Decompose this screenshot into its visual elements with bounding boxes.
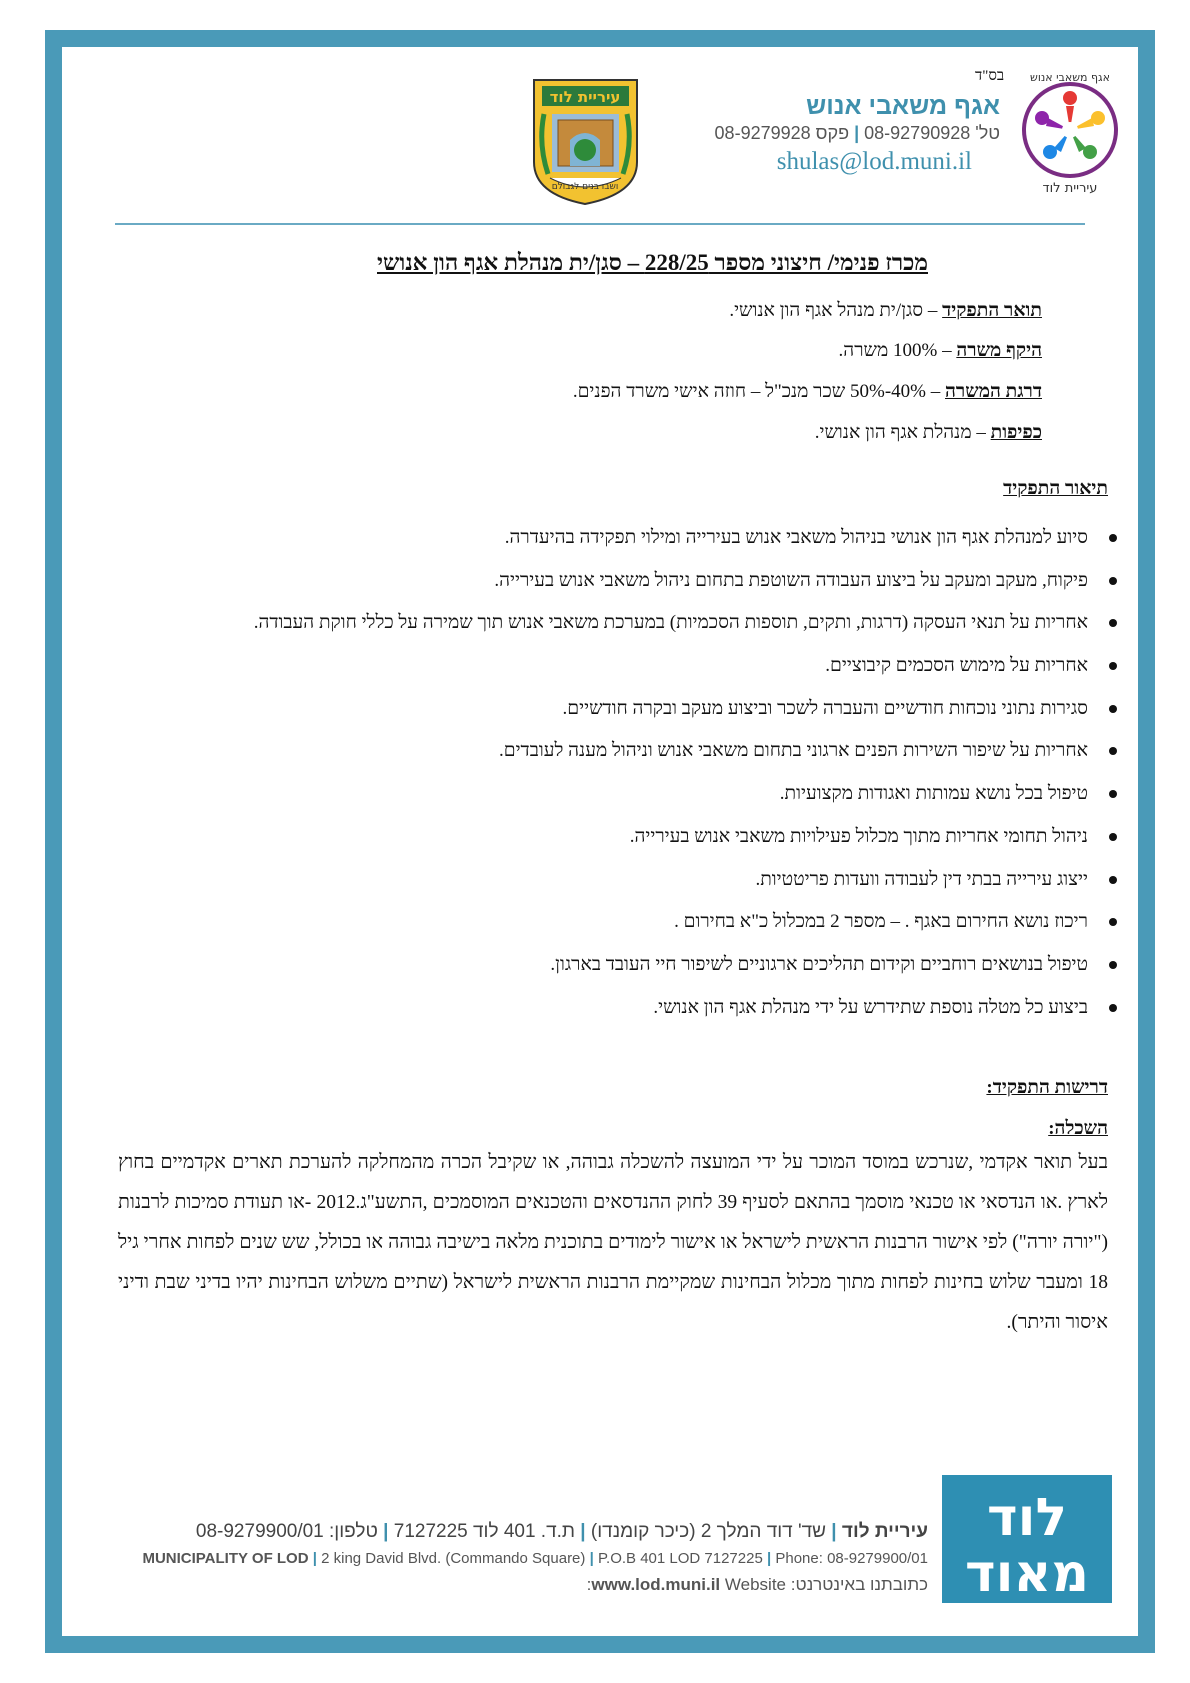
bullet-icon [1109, 1004, 1117, 1012]
list-item: אחריות על תנאי העסקה (דרגות, ותקים, תוספות הסכמיות) במערכת משאבי אנוש תוך שמירה על כללי חוקת העבודה. [120, 610, 1120, 653]
bullet-icon [1109, 705, 1117, 713]
bullet-icon [1109, 619, 1117, 627]
phone-number: 08-92790928 [864, 123, 971, 143]
list-item: סגירות נתוני נוכחות חודשיים והעברה לשכר וביצוע מעקב ובקרה חודשיים. [120, 696, 1120, 739]
phone-label: טל' [975, 123, 1000, 143]
education-heading: השכלה: [1048, 1118, 1108, 1139]
footer-hebrew-line: עיריית לוד | שד' דוד המלך 2 (כיכר קומנדו) | ת.ד. 401 לוד 7127225 | טלפון: 08-9279900/01 [195, 1521, 928, 1542]
list-item: סיוע למנהלת אגף הון אנושי בניהול משאבי אנוש בעירייה ומילוי תפקידה בהיעדרה. [120, 525, 1120, 568]
footer-website-line [587, 1575, 928, 1595]
contact-line [715, 123, 1000, 144]
footer-website-label: כתובתנו באינטרנט: [790, 1575, 928, 1594]
dept-logo-bottom-text: עיריית לוד [1042, 181, 1098, 196]
field-label: כפיפות [990, 422, 1042, 443]
hr-department-logo [1016, 68, 1124, 198]
duties-list [120, 525, 1120, 1037]
requirements-heading: דרישות התפקיד: [986, 1077, 1108, 1098]
footer-address-he: שד' דוד המלך 2 (כיכר קומנדו) [590, 1521, 827, 1542]
bullet-icon [1109, 577, 1117, 585]
field-label: היקף משרה [956, 340, 1042, 361]
crest-top-text: עיריית לוד [549, 88, 621, 106]
footer-phone-en: Phone: 08-9279900/01 [775, 1550, 928, 1567]
fax-number: 08-9279928 [714, 123, 811, 143]
footer-english-line: MUNICIPALITY OF LOD | 2 king David Blvd. (Commando Square) | P.O.B 401 LOD 7127225 | Phone: 08-9279900/01 [142, 1550, 928, 1567]
logo-line-2: מאוד [965, 1544, 1089, 1603]
list-item: ביצוע כל מטלה נוספת שתידרש על ידי מנהלת אגף הון אנושי. [120, 995, 1120, 1038]
bullet-icon [1109, 790, 1117, 798]
field-job-scope [839, 340, 1042, 362]
footer-municipality-he: עיריית לוד [841, 1521, 928, 1542]
field-reports-to [815, 422, 1042, 444]
list-item: פיקוח, מעקב ומעקב על ביצוע העבודה השוטפת בתחום ניהול משאבי אנוש בעירייה. [120, 568, 1120, 611]
education-paragraph: בעל תואר אקדמי ,שנרכש במוסד המוכר על ידי המועצה להשכלה גבוהה, או שקיבל הכרה מהמחלקה להערכת תארים אקדמיים בחוץ לארץ .או הנדסאי או טכנאי מוסמך בהתאם לסעיף 39 לחוק ההנדסאים והטכנאים המוסמכים ,התשע"ג.2012 -או תעודת סמיכות לרבנות ("יורה יורה") לפי אישור הרבנות הראשית לישראל או אישור לימודים בתוכנית מלאה בישיבה גבוהה או בכולל, שש שנים לפחות אחרי גיל 18 ומעבר שלוש בחינות לפחות מתוך מכלול הבחינות שמקיימת הרבנות הראשית לישראל (שתיים משלוש הבחינות יהיו בדיני שבת ודיני איסור והיתר). [118, 1152, 1108, 1333]
footer-pob-en: P.O.B 401 LOD 7127225 [597, 1550, 763, 1567]
field-value: – סגן/ית מנהל אגף הון אנושי. [729, 300, 943, 321]
footer-pob-he: ת.ד. 401 לוד 7127225 [393, 1521, 576, 1542]
job-description-heading: תיאור התפקיד [1003, 478, 1108, 499]
crest-motto: ושבו בנים לגבולם [551, 182, 619, 192]
list-item: אחריות על מימוש הסכמים קיבוציים. [120, 653, 1120, 696]
field-label: דרגת המשרה [945, 381, 1042, 402]
bullet-icon [1109, 534, 1117, 542]
footer-phone-he: טלפון: 08-9279900/01 [195, 1521, 378, 1542]
department-name: אגף משאבי אנוש [806, 92, 1000, 120]
bullet-icon [1109, 876, 1117, 884]
list-item: ניהול תחומי אחריות מתוך מכלול פעילויות משאבי אנוש בעירייה. [120, 824, 1120, 867]
lod-meod-logo [942, 1475, 1112, 1603]
bullet-icon [1109, 918, 1117, 926]
list-item: ייצוג עירייה בבתי דין לעבודה וועדות פריטטיות. [120, 867, 1120, 910]
field-label: תואר התפקיד [942, 300, 1042, 321]
bsd-mark: בס"ד [975, 68, 1005, 84]
bullet-icon [1109, 961, 1117, 969]
list-item: טיפול בנושאים רוחביים וקידום תהליכים ארגוניים לשיפור חיי העובד בארגון. [120, 952, 1120, 995]
fax-label: פקס [815, 123, 850, 143]
header-divider [115, 223, 1085, 225]
footer-website-prefix: Website: [586, 1575, 787, 1594]
email-address[interactable]: shulas@lod.muni.il [776, 148, 972, 175]
field-value: – 100% משרה. [838, 340, 957, 361]
list-item: אחריות על שיפור השירות הפנים ארגוני בתחום משאבי אנוש וניהול מענה לעובדים. [120, 738, 1120, 781]
tender-title: מכרז פנימי/ חיצוני מספר 228/25 – סגן/ית מנהלת אגף הון אנושי [377, 250, 928, 275]
field-value: – 40%-50% שכר מנכ"ל – חוזה אישי משרד הפנים. [572, 381, 945, 402]
field-value: – מנהלת אגף הון אנושי. [814, 422, 991, 443]
bullet-icon [1109, 662, 1117, 670]
footer-address-en: 2 king David Blvd. (Commando Square) [321, 1550, 586, 1567]
list-item: טיפול בכל נושא עמותות ואגודות מקצועיות. [120, 781, 1120, 824]
bullet-icon [1109, 747, 1117, 755]
footer-website-link[interactable]: www.lod.muni.il [591, 1575, 721, 1594]
field-job-grade [573, 381, 1042, 403]
separator: | [854, 123, 860, 143]
footer-municipality-en: MUNICIPALITY OF LOD [142, 1550, 309, 1567]
lod-city-crest [528, 74, 643, 208]
field-job-title [729, 300, 1042, 322]
bullet-icon [1109, 833, 1117, 841]
list-item: ריכוז נושא החירום באגף . – מספר 2 במכלול כ"א בחירום . [120, 909, 1120, 952]
dept-logo-top-text: אגף משאבי אנוש [1030, 71, 1110, 84]
logo-line-1: לוד [987, 1488, 1067, 1548]
